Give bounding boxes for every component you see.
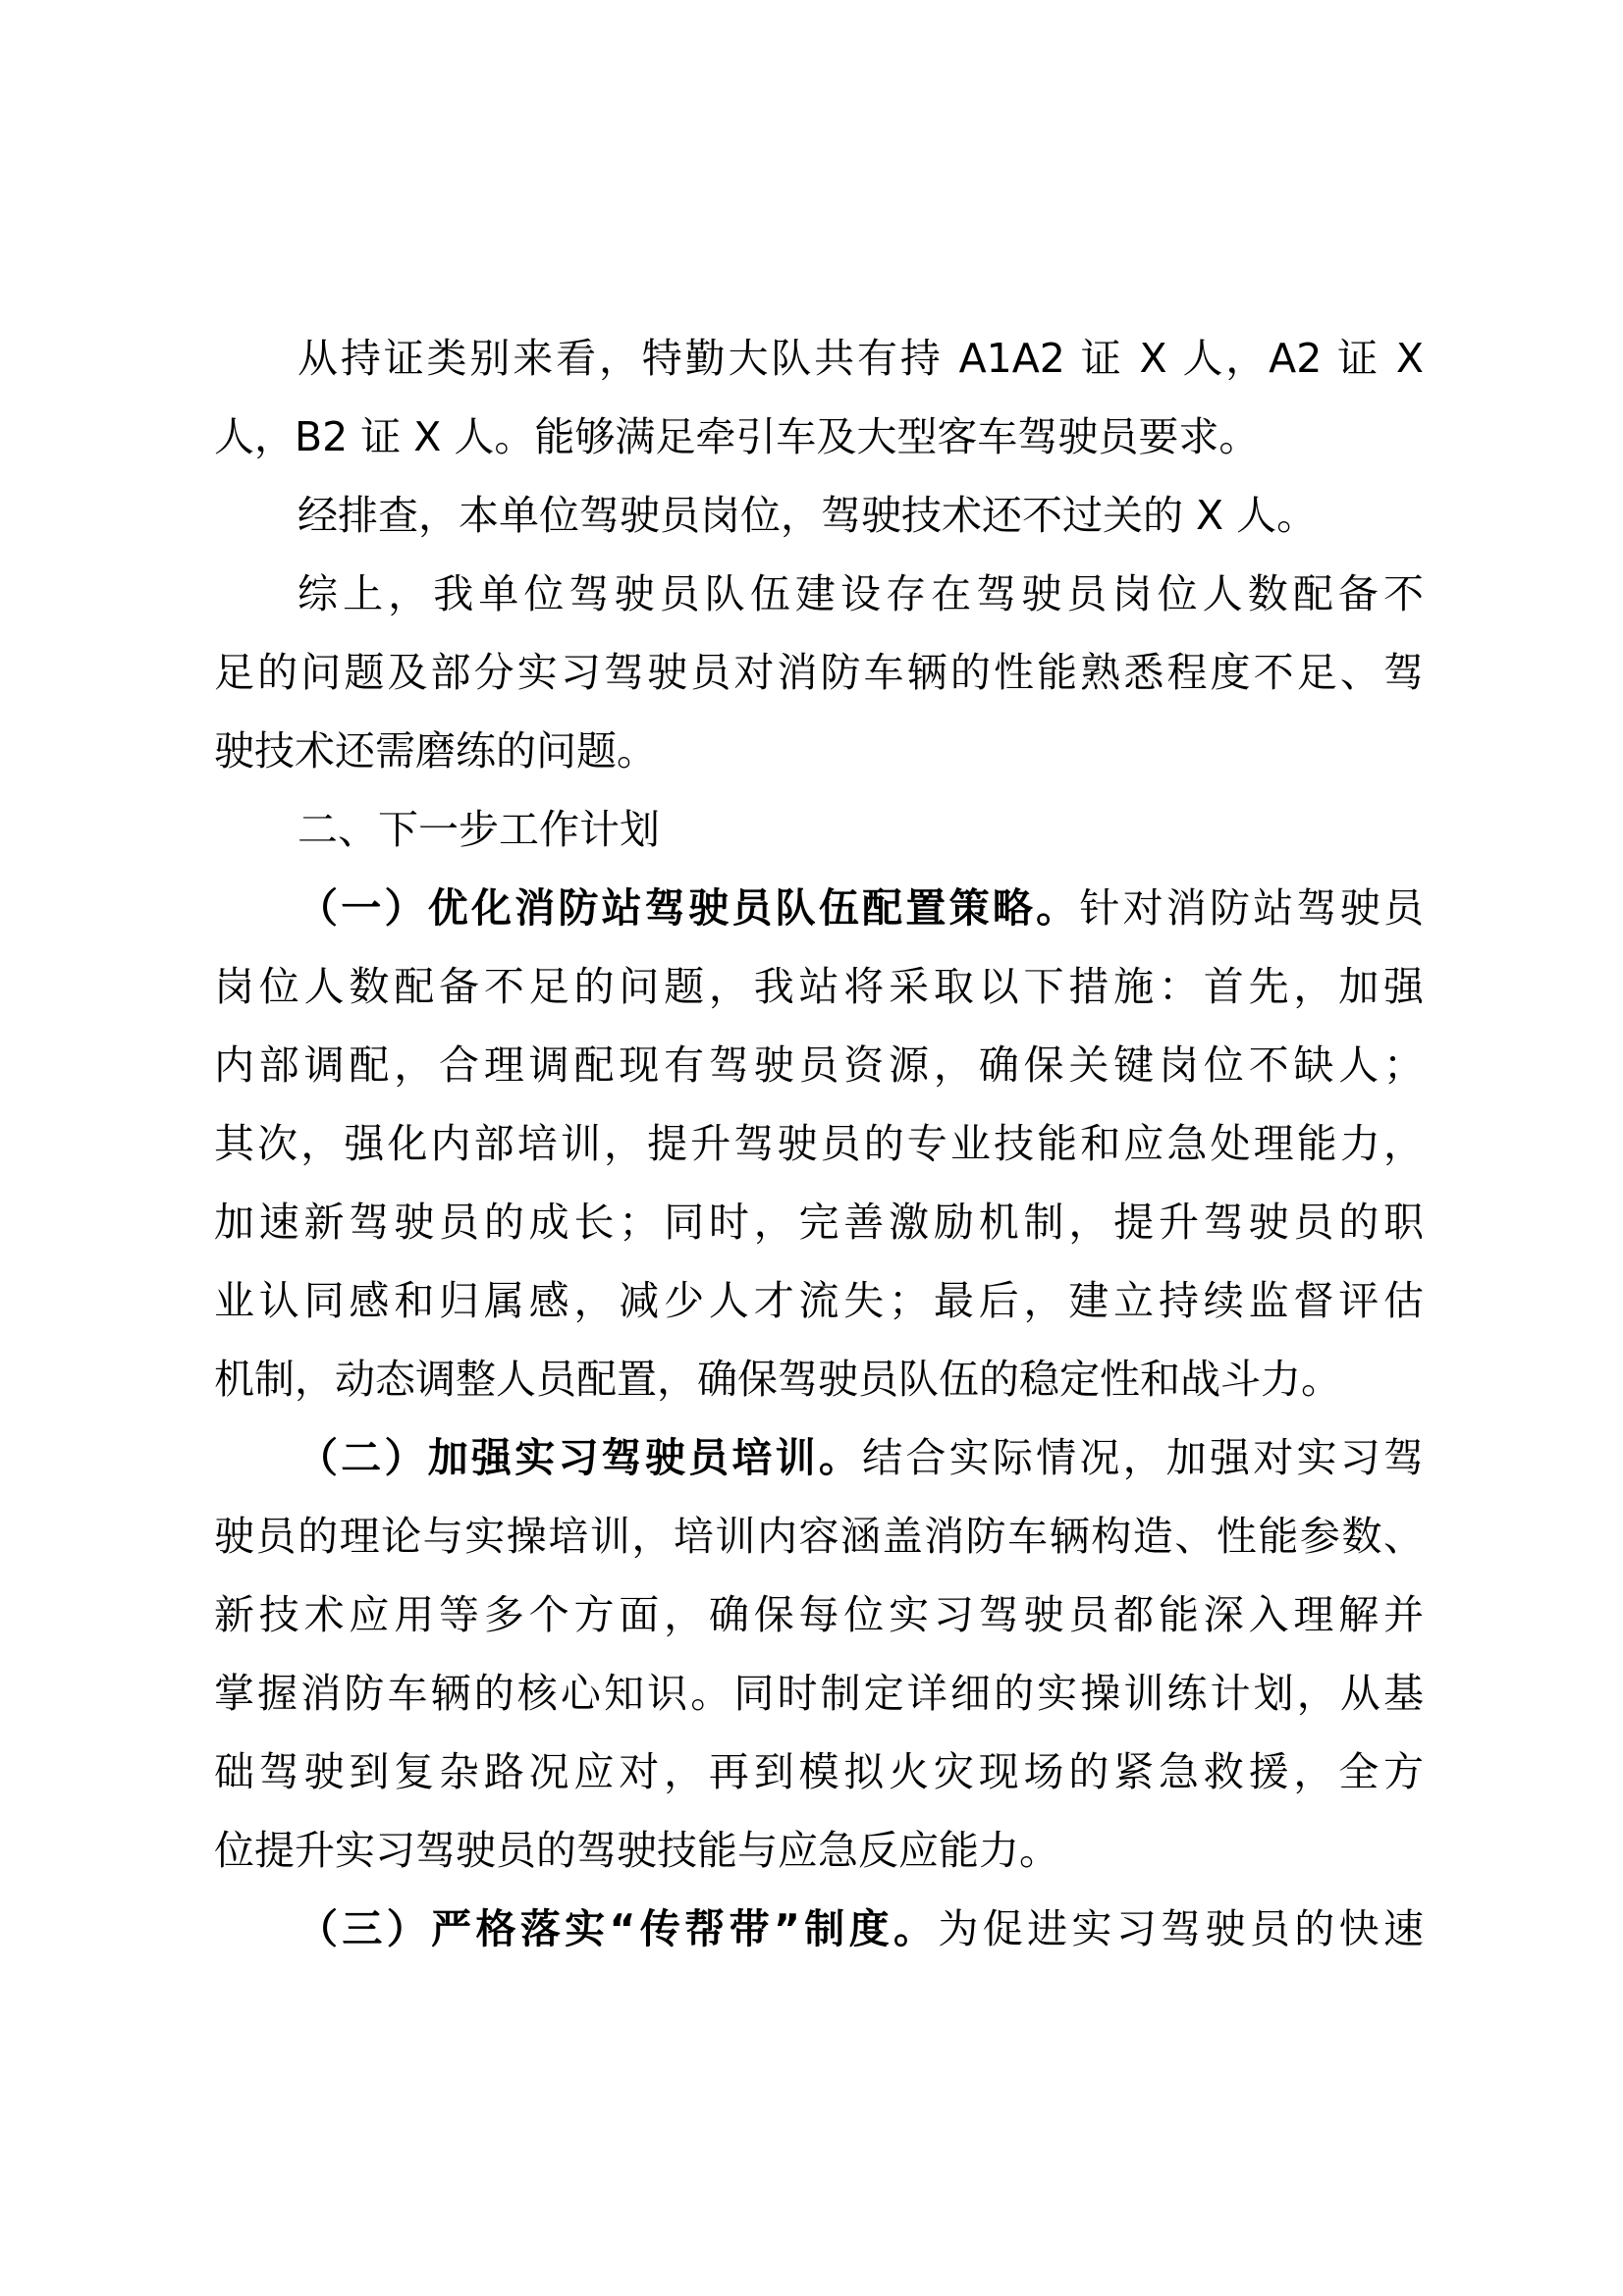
paragraph-training <box>214 1418 1424 1890</box>
paragraph-license-categories <box>214 319 1424 476</box>
subheading-bold: （二）加强实习驾驶员培训。 <box>298 1434 863 1481</box>
text-line: 岗位人数配备不足的问题，我站将采取以下措施：首先，加强 <box>214 963 1424 1010</box>
paragraph-summary <box>214 555 1424 790</box>
text-line: 机制，动态调整人员配置，确保驾驶员队伍的稳定性和战斗力。 <box>214 1356 1341 1403</box>
text-line <box>214 1418 1424 1497</box>
text-line: 其次，强化内部培训，提升驾驶员的专业技能和应急处理能力， <box>214 1120 1424 1167</box>
text-line: 掌握消防车辆的核心知识。同时制定详细的实操训练计划，从基 <box>214 1670 1424 1717</box>
document-body <box>214 319 1424 1968</box>
text-line <box>214 1890 1424 1968</box>
subheading-bold: （一）优化消防站驾驶员队伍配置策略。 <box>298 884 1080 932</box>
text-line: 加速新驾驶员的成长；同时，完善激励机制，提升驾驶员的职 <box>214 1199 1424 1246</box>
text-run: 结合实际情况，加强对实习驾 <box>862 1434 1425 1481</box>
text-line: 人，B2 证 X 人。能够满足牵引车及大型客车驾驶员要求。 <box>214 413 1260 460</box>
paragraph-mentoring <box>214 1890 1424 1968</box>
text-line <box>214 869 1424 947</box>
text-run: 针对消防站驾驶员 <box>1079 884 1425 932</box>
section-heading: 二、下一步工作计划 <box>298 806 660 853</box>
text-line: 驶技术还需磨练的问题。 <box>214 727 657 774</box>
text-run: 为促进实习驾驶员的快速 <box>938 1905 1424 1952</box>
text-line: 内部调配，合理调配现有驾驶员资源，确保关键岗位不缺人； <box>214 1041 1424 1089</box>
text-line: 从持证类别来看，特勤大队共有持 A1A2 证 X 人，A2 证 X <box>298 335 1424 382</box>
paragraph-optimize-config <box>214 869 1424 1418</box>
text-line: 综上，我单位驾驶员队伍建设存在驾驶员岗位人数配备不 <box>298 570 1424 617</box>
text-line: 驶员的理论与实操培训，培训内容涵盖消防车辆构造、性能参数、 <box>214 1513 1424 1560</box>
text-line: 足的问题及部分实习驾驶员对消防车辆的性能熟悉程度不足、驾 <box>214 649 1424 696</box>
subheading-bold: （三）严格落实“传帮带”制度。 <box>298 1905 939 1952</box>
text-line: 业认同感和归属感，减少人才流失；最后，建立持续监督评估 <box>214 1277 1424 1324</box>
text-line: 位提升实习驾驶员的驾驶技能与应急反应能力。 <box>214 1827 1059 1874</box>
paragraph-inspection <box>214 476 1424 555</box>
text-line: 新技术应用等多个方面，确保每位实习驾驶员都能深入理解并 <box>214 1591 1424 1638</box>
text-line: 经排查，本单位驾驶员岗位，驾驶技术还不过关的 X 人。 <box>298 492 1318 539</box>
text-line: 础驾驶到复杂路况应对，再到模拟火灾现场的紧急救援，全方 <box>214 1748 1424 1795</box>
section-heading-next-plan <box>214 790 1424 869</box>
